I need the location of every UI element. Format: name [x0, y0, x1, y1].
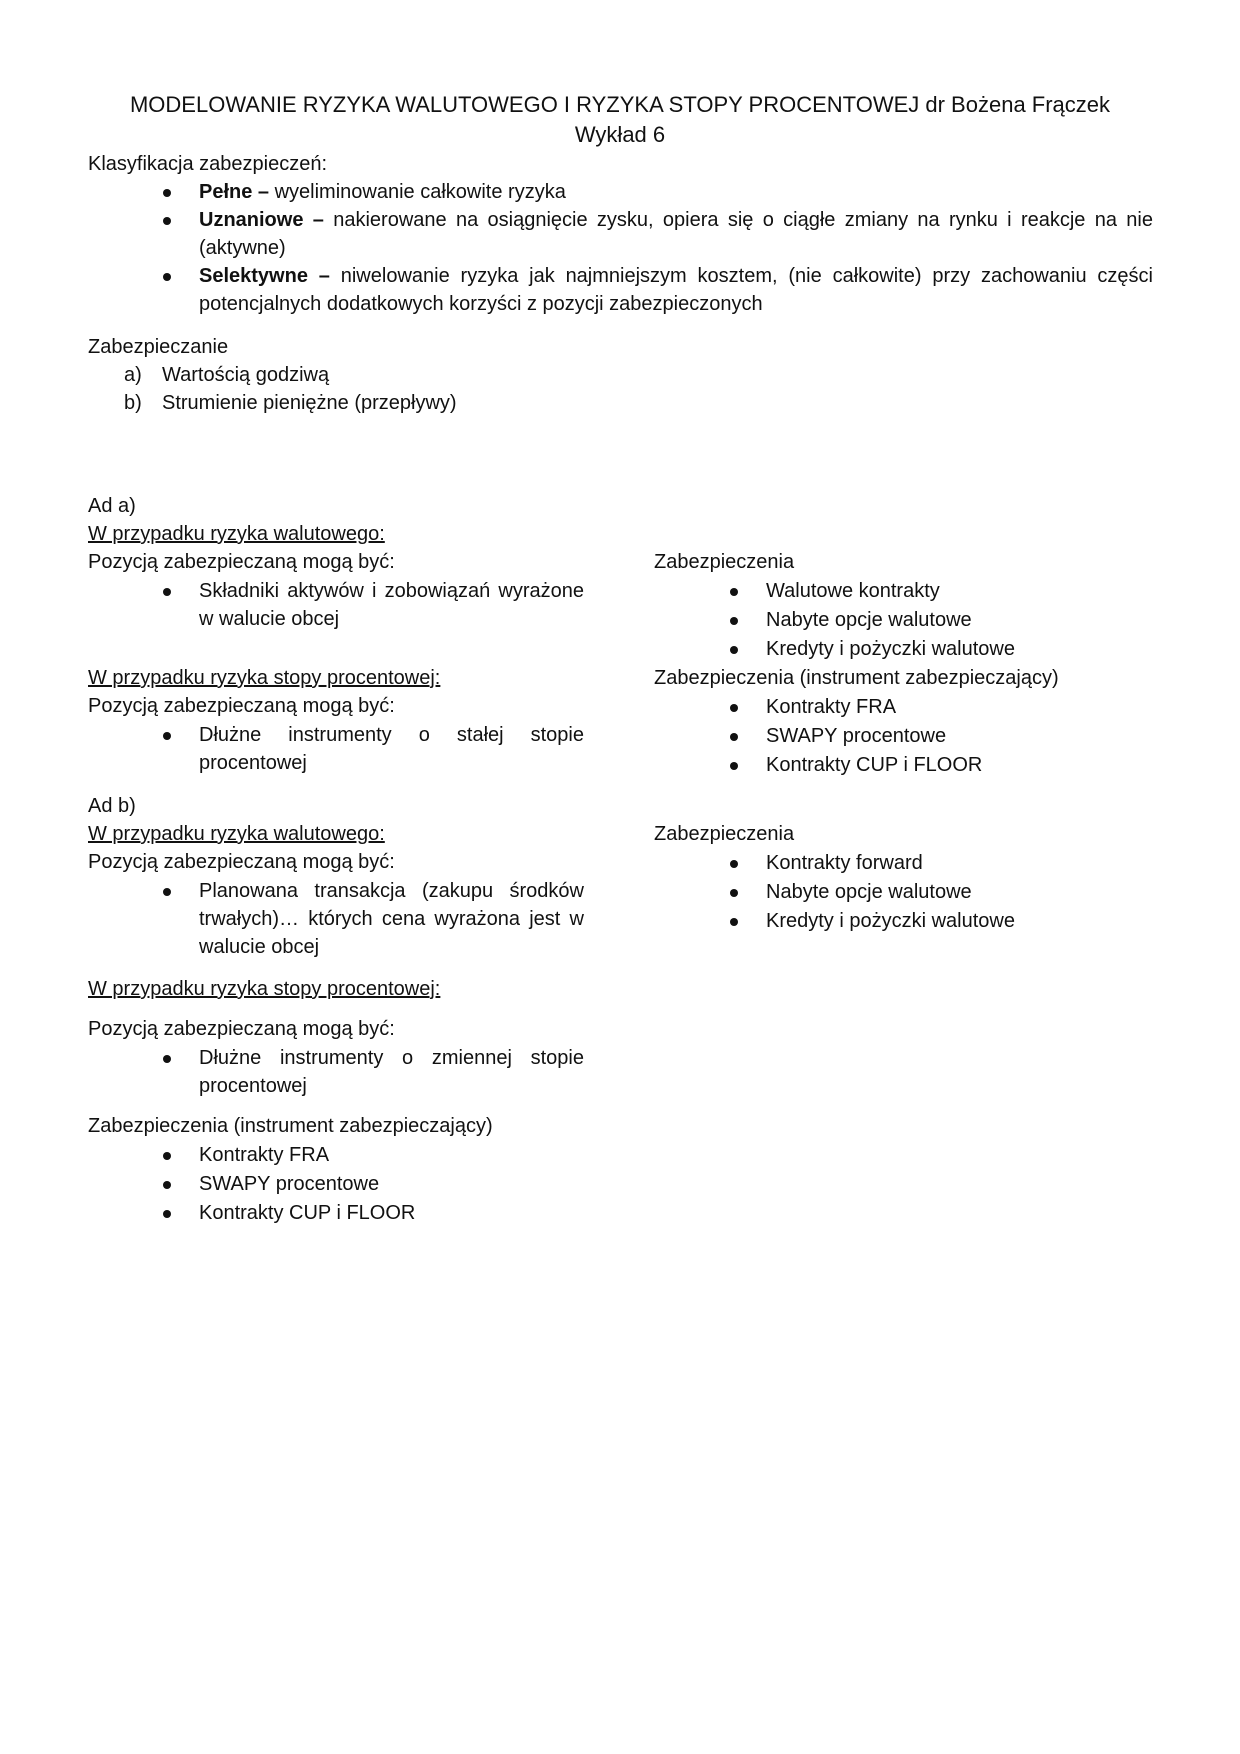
list-item: Strumienie pieniężne (przepływy): [162, 392, 457, 414]
list-item: Wartością godziwą: [162, 364, 330, 386]
term-description: wyeliminowanie całkowite ryzyka: [269, 181, 566, 203]
hedged-item-label: Pozycją zabezpieczaną mogą być:: [88, 551, 395, 573]
classification-heading: Klasyfikacja zabezpieczeń:: [88, 153, 328, 175]
bullet-icon: [730, 918, 738, 926]
list-marker: a): [124, 364, 142, 386]
hedges-heading: Zabezpieczenia: [654, 823, 795, 845]
hedged-item-label: Pozycją zabezpieczaną mogą być:: [88, 695, 395, 717]
subheading-interest-rate-risk: W przypadku ryzyka stopy procentowej:: [88, 978, 441, 1000]
hedges-heading: Zabezpieczenia (instrument zabezpieczający): [88, 1115, 493, 1137]
list-marker: b): [124, 392, 142, 414]
bullet-icon: [730, 704, 738, 712]
subheading-interest-rate-risk: W przypadku ryzyka stopy procentowej:: [88, 667, 441, 689]
bullet-icon: [163, 888, 171, 896]
bullet-icon: [163, 273, 171, 281]
bullet-icon: [730, 889, 738, 897]
bullet-icon: [730, 588, 738, 596]
bullet-icon: [163, 1152, 171, 1160]
bullet-icon: [163, 1181, 171, 1189]
term-label: Uznaniowe –: [199, 209, 324, 231]
hedged-item-label: Pozycją zabezpieczaną mogą być:: [88, 851, 395, 873]
document-title: MODELOWANIE RYZYKA WALUTOWEGO I RYZYKA STOPY PROCENTOWEJ dr Bożena Frączek: [129, 92, 1111, 117]
section-heading-ad-b: Ad b): [88, 795, 136, 817]
bullet-icon: [730, 733, 738, 741]
section-heading-ad-a: Ad a): [88, 495, 136, 517]
hedges-heading: Zabezpieczenia (instrument zabezpieczający): [654, 667, 1059, 689]
term-description: niwelowanie ryzyka jak najmniejszym kosztem, (nie całkowite) przy zachowaniu części potencjalnych dodatkowych korzyści z pozycji zabezpieczonych: [199, 265, 1153, 315]
subheading-currency-risk: W przypadku ryzyka walutowego:: [88, 823, 385, 845]
bullet-icon: [163, 217, 171, 225]
bullet-icon: [163, 1210, 171, 1218]
term-label: Pełne –: [199, 181, 270, 203]
bullet-icon: [163, 732, 171, 740]
bullet-icon: [730, 646, 738, 654]
bullet-icon: [730, 762, 738, 770]
subheading-currency-risk: W przypadku ryzyka walutowego:: [88, 523, 385, 545]
bullet-icon: [163, 588, 171, 596]
bullet-icon: [163, 189, 171, 197]
bullet-icon: [163, 1055, 171, 1063]
term-description: nakierowane na osiągnięcie zysku, opiera się o ciągłe zmiany na rynku i reakcje na nie (aktywne): [199, 209, 1153, 259]
term-label: Selektywne –: [199, 265, 330, 287]
hedging-heading: Zabezpieczanie: [88, 336, 229, 358]
hedged-item-label: Pozycją zabezpieczaną mogą być:: [88, 1018, 395, 1040]
bullet-icon: [730, 617, 738, 625]
lecture-number: Wykład 6: [574, 122, 666, 147]
bullet-icon: [730, 860, 738, 868]
hedges-heading: Zabezpieczenia: [654, 551, 795, 573]
document-page: MODELOWANIE RYZYKA WALUTOWEGO I RYZYKA STOPY PROCENTOWEJ dr Bożena Frączek Wykład 6 Klasyfikacja zabezpieczeń: Pełne – wyeliminowanie całkowite ryzyka Uznaniowe – nakierowane na osiągnięcie zysku, opiera się o ciągłe zmiany na rynku i reakcje na nie (aktywne) Selektywne – niwelowanie ryzyka jak najmniejszym kosztem, (nie całkowite) przy zachowaniu części potencjalnych dodatkowych korzyści z pozycji zabezpieczonych Zabezpieczanie a) Wartością godziwą b) Strumienie pieniężne (przepływy) Ad a) W przypadku ryzyka walutowego: Pozycją zabezpieczaną mogą być: Składniki aktywów i zobowiązań wyrażone w walucie obcej Zabezpieczenia Walutowe kontrakty Nabyte opcje walutowe Kredyty i pożyczki walutowe W przypadku ryzyka stopy procentowej: Pozycją zabezpieczaną mogą być: Dłużne instrumenty o stałej stopie procentowej Zabezpieczenia (instrument zabezpieczający) Kontrakty FRA SWAPY procentowe Kontrakty CUP i FLOOR Ad b) W przypadku ryzyka walutowego: Pozycją zabezpieczaną mogą być: Planowana transakcja (zakupu środków trwałych)… których cena wyrażona jest w walucie obcej Zabezpieczenia Kontrakty forward Nabyte opcje walutowe Kredyty i pożyczki walutowe W przypadku ryzyka stopy procentowej: Pozycją zabezpieczaną mogą być: Dłużne instrumenty o zmiennej stopie procentowej Zabezpieczenia (instrument zabezpieczający) Kontrakty FRA SWAPY procentowe Kontrakty CUP i FLOOR: [88, 92, 1153, 1224]
